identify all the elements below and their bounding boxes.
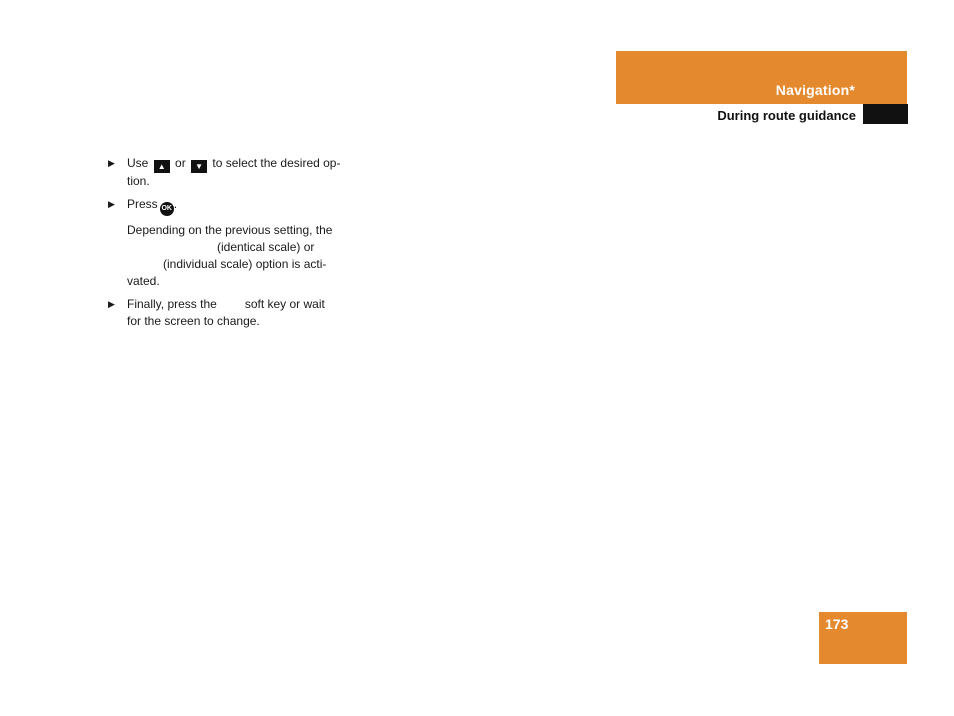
step2-text-after: . <box>173 197 178 211</box>
subsection-title: During route guidance <box>717 108 856 123</box>
note-line1: Depending on the previous setting, the <box>127 223 333 237</box>
step1-text-line2: tion. <box>127 174 150 188</box>
step-select-option <box>108 155 358 190</box>
page-number: 173 <box>825 616 849 632</box>
step1-text-before: Use <box>127 156 149 170</box>
step3-text-line2: for the screen to change. <box>127 314 260 328</box>
step-finish <box>108 296 358 330</box>
note-line3: (individual scale) option is acti- <box>163 257 327 271</box>
bullet-icon: ▶ <box>108 199 115 209</box>
section-marker <box>863 104 908 124</box>
section-title: Navigation* <box>775 82 855 98</box>
instruction-list <box>108 155 358 336</box>
down-arrow-icon: ▼ <box>191 160 207 173</box>
step1-text-between: or <box>175 156 186 170</box>
bullet-icon: ▶ <box>108 158 115 168</box>
note-line4: vated. <box>127 274 160 288</box>
page-number-box <box>819 612 907 664</box>
note-line2: (identical scale) or <box>217 240 315 254</box>
ok-button-icon: OK <box>160 202 174 216</box>
section-tab <box>616 51 907 104</box>
setting-note <box>108 222 358 290</box>
step2-text-before: Press <box>127 197 158 211</box>
step3-text-before: Finally, press the <box>127 297 217 311</box>
up-arrow-icon: ▲ <box>154 160 170 173</box>
step1-text-after: to select the desired op- <box>212 156 341 170</box>
step-press-ok <box>108 196 358 216</box>
step3-text-after: soft key or wait <box>244 297 325 311</box>
bullet-icon: ▶ <box>108 299 115 309</box>
